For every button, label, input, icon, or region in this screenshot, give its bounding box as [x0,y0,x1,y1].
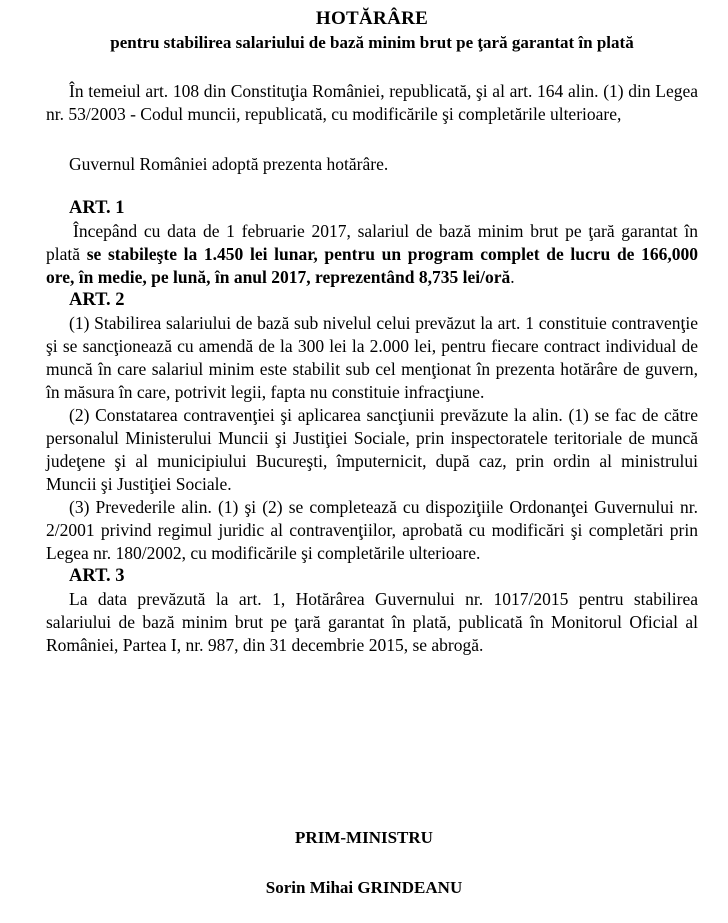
signature-name: Sorin Mihai GRINDEANU [265,878,463,897]
adoption-statement: Guvernul României adoptă prezenta hotărâre. [69,154,389,174]
article-2-paragraph-1: (1) Stabilirea salariului de bază sub nivelul celui prevăzut la art. 1 constituie contravenţie şi se sancţionează cu amendă de la 300 lei la 2.000 lei, pentru fiecare contract individual de muncă în care salariul minim este stabilit sub cel menţionat în prezenta hotărâre de guvern, în măsura în care, potrivit legii, fapta nu constituie infracţiune. [46,313,698,402]
article-1-text [46,220,698,289]
article-3-text: La data prevăzută la art. 1, Hotărârea Guvernului nr. 1017/2015 pentru stabilirea salariului de bază minim brut pe ţară garantat în plată, publicată în Monitorul Oficial al României, Partea I, nr. 987, din 31 decembrie 2015, se abrogă. [46,589,698,655]
article-2-paragraph-3: (3) Prevederile alin. (1) şi (2) se completează cu dispoziţiile Ordonanţei Guvernului nr. 2/2001 privind regimul juridic al contravenţiilor, aprobată cu modificări şi completări prin Legea nr. 180/2002, cu modificările şi completările ulterioare. [46,497,698,563]
article-1-text-bold: se stabileşte la 1.450 lei lunar, pentru un program complet de lucru de 166,000 ore, în medie, pe lună, în anul 2017, reprezentând 8,735 lei/oră [46,244,698,287]
article-1-text-regular: Începând cu data de 1 februarie 2017, salariul de bază minim brut pe ţară garantat în plată [46,221,698,264]
document-title: HOTĂRÂRE [315,8,429,29]
article-3-heading: ART. 3 [69,566,125,586]
article-2-heading: ART. 2 [69,290,125,310]
article-1-text-end: . [510,267,515,287]
signature-role: PRIM-MINISTRU [295,828,433,847]
article-2-paragraph-2: (2) Constatarea contravenţiei şi aplicarea sancţiunii prevăzute la alin. (1) se fac de către personalul Ministerului Muncii şi Justiţiei Sociale, prin inspectoratele teritoriale de muncă judeţene şi al municipiului Bucureşti, împuternicit, după caz, prin ordin al ministrului Muncii şi Justiţiei Sociale. [46,405,698,494]
preamble-paragraph: În temeiul art. 108 din Constituţia României, republicată, şi al art. 164 alin. (1) din Legea nr. 53/2003 - Codul muncii, republicată, cu modificările şi completările ulterioare, [46,81,698,124]
article-1-heading: ART. 1 [69,198,125,218]
document-subtitle: pentru stabilirea salariului de bază minim brut pe ţară garantat în plată [110,33,634,52]
